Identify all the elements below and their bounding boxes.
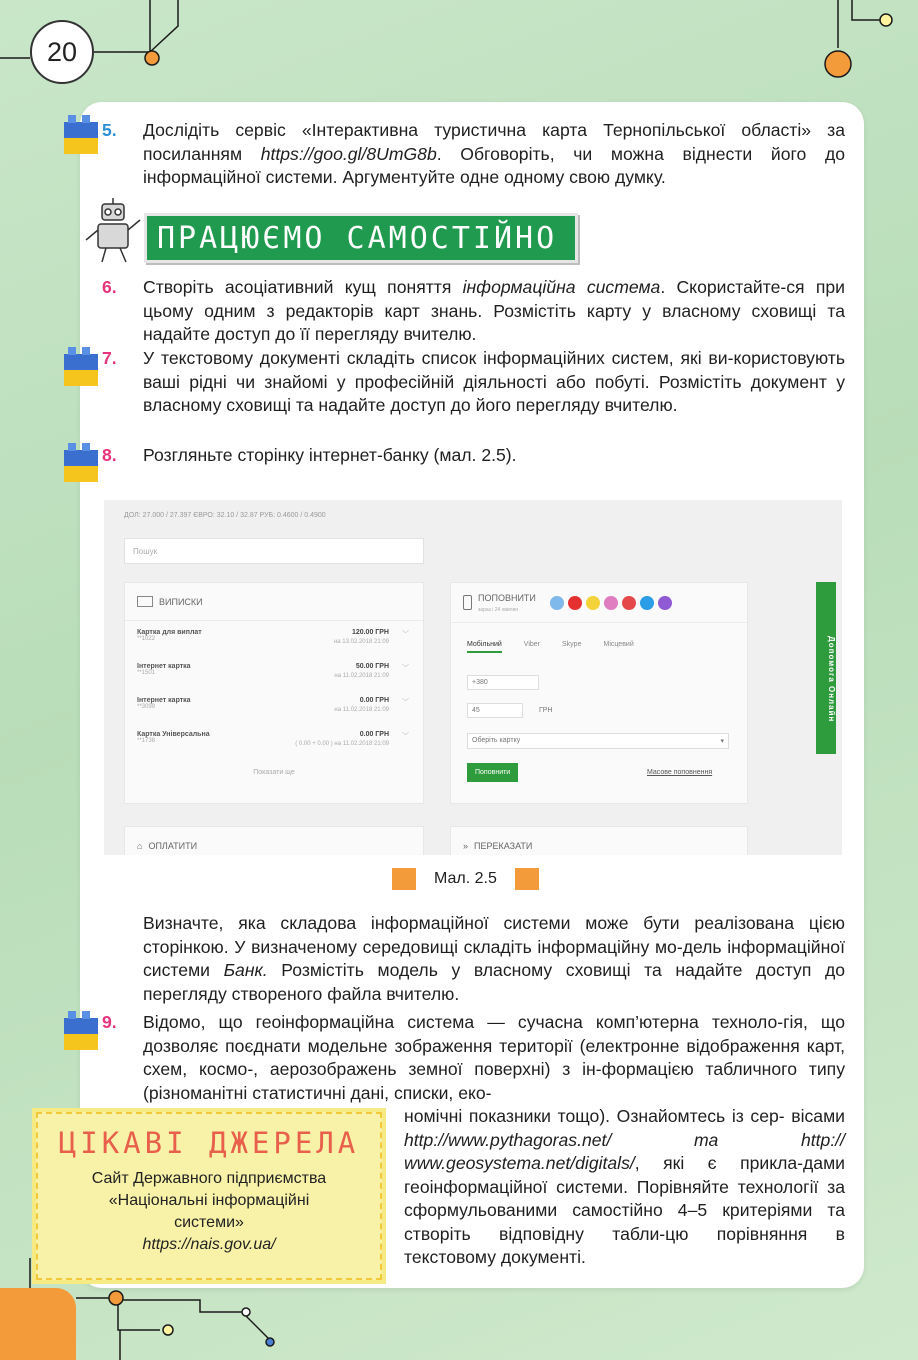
tab-skype[interactable]: Skype	[562, 641, 582, 648]
show-more-link[interactable]: Показати ще	[253, 769, 295, 776]
task-7-text: У текстовому документі складіть список інформаційних систем, які ви-користовують ваші рідні чи знайомі у професійній діяльності або побуті. Розмістіть документ у власному сховищі та надайте доступ до його перегляду вчителю.	[143, 348, 845, 415]
task-9-text: Відомо, що геоінформаційна система — сучасна комп’ютерна техноло-гія, що дозволяє поєднати модельне зображення території (електронне відображення карт, схем, космо-, аерозображень земної поверхні) з ін-формацією табличного типу (різноманітні статистичні дані, списки, еко-	[143, 1012, 845, 1103]
task-number: 7.	[102, 348, 117, 368]
section-banner: ПРАЦЮЄМО САМОСТІЙНО	[144, 213, 578, 263]
statement-row[interactable]: Картка для виплат **1022 120.00 ГРН на 13.02.2018 21:09 ﹀	[137, 629, 409, 645]
caption-marker	[392, 868, 416, 890]
topup-tabs	[467, 641, 634, 653]
task-9-continuation: номічні показники тощо). Ознайомтесь із сер- вісами http://www.pythagoras.net/ та http:// www.geosystema.net/digitals/, які є прикла-дами геоінформаційної системи. Порівняйте технології за сформульованими самостійно 4–5 критеріями та створіть відповідну табли-цю порівняння в текстовому документі.	[404, 1106, 845, 1267]
currency-label: ГРН	[539, 707, 553, 714]
topup-panel: ПОПОВНИТИ зараз і 24 хвилин Мобільний Viber Skype Місцевий +380 45 ГРН Оберіть картку ▾ Поповнити Масове поповнення	[450, 582, 748, 804]
task-8-text: Розгляньте сторінку інтернет-банку (мал. 2.5).	[143, 445, 517, 465]
tab-viber[interactable]: Viber	[523, 641, 541, 648]
topup-title: ПОПОВНИТИ	[478, 592, 536, 603]
bank-screenshot-figure	[104, 500, 842, 855]
sources-title: ЦІКАВІ ДЖЕРЕЛА	[58, 1126, 360, 1160]
robot-icon	[84, 196, 144, 266]
phone-icon	[463, 595, 472, 610]
statement-row[interactable]: Інтернет картка **3099 0.00 ГРН на 11.02.2018 21:09 ﹀	[137, 697, 409, 713]
task-5-link[interactable]: https://goo.gl/8UmG8b	[260, 143, 437, 164]
card-select[interactable]: Оберіть картку ▾	[467, 733, 729, 749]
task-6-text: Створіть асоціативний кущ поняття інформаційна система. Скористайте-ся при цьому одним з редакторів карт знань. Розмістіть карту у власному сховищі та надайте доступ до її перегляду вчителю.	[143, 277, 845, 344]
sources-text: Сайт Державного підприємства «Національні інформаційні системи» https://nais.gov.ua/	[38, 1168, 380, 1256]
statements-panel	[124, 582, 424, 804]
amount-input[interactable]: 45	[467, 703, 523, 718]
lego-brick-icon	[62, 344, 102, 388]
caption-text: Мал. 2.5	[434, 870, 497, 887]
caption-marker	[515, 868, 539, 890]
lego-brick-icon	[62, 440, 102, 484]
statement-row[interactable]: Інтернет картка **1501 50.00 ГРН на 11.02.2018 21:09 ﹀	[137, 663, 409, 679]
tab-mobile[interactable]: Мобільний	[467, 641, 502, 653]
transfer-panel	[450, 826, 748, 855]
help-online-tab[interactable]: Допомога Онлайн	[816, 582, 836, 754]
arrows-icon: »	[463, 840, 469, 851]
interesting-sources-box	[36, 1112, 382, 1280]
chevron-down-icon: ▾	[720, 738, 724, 745]
phone-input[interactable]: +380	[467, 675, 539, 690]
corner-decoration	[0, 1288, 76, 1360]
lego-brick-icon	[62, 1008, 102, 1052]
transfer-title[interactable]: ПЕРЕКАЗАТИ	[474, 840, 533, 851]
statements-title: ВИПИСКИ	[159, 596, 203, 607]
task-number: 6.	[102, 277, 117, 297]
figure-caption	[392, 868, 539, 890]
card-icon	[137, 596, 153, 607]
pay-panel	[124, 826, 424, 855]
task-number: 8.	[102, 445, 117, 465]
exchange-rates: ДОЛ: 27.000 / 27.397 ЄВРО: 32.10 / 32.87 РУБ: 0.4600 / 0.4900	[124, 512, 326, 519]
task-number: 5.	[102, 120, 117, 140]
page-number: 20	[30, 20, 94, 84]
pay-title[interactable]: ОПЛАТИТИ	[148, 840, 198, 851]
task-8-continuation: Визначте, яка складова інформаційної системи може бути реалізована цією сторінкою. У визначеному середовищі складіть інформаційну мо-дель інформаційної системи Банк. Розмістіть модель у власному сховищі та надайте доступ до перегляду створеного файла вчителю.	[143, 913, 845, 1004]
statement-row[interactable]: Картка Універсальна **1738 0.00 ГРН ( 0.00 + 0.00 ) на 11.02.2018 21:09 ﹀	[137, 731, 409, 747]
house-icon: ⌂	[137, 840, 143, 851]
task-5-text: Дослідіть сервіс «Інтерактивна туристична карта Тернопільської області» за посиланням https://goo.gl/8UmG8b. Обговоріть, чи можна віднести його до інформаційної системи. Аргументуйте одне одному свою думку.	[143, 120, 845, 187]
task-number: 9.	[102, 1012, 117, 1032]
task-9-links[interactable]: http://www.pythagoras.net/ та http:// www.geosystema.net/digitals/	[404, 1129, 845, 1173]
lego-brick-icon	[62, 112, 102, 156]
topup-button[interactable]: Поповнити	[467, 763, 518, 782]
operator-logos	[550, 596, 672, 610]
search-input[interactable]: Пошук	[124, 538, 424, 564]
tab-local[interactable]: Місцевий	[603, 641, 634, 648]
sources-link[interactable]: https://nais.gov.ua/	[142, 1236, 276, 1253]
mass-topup-link[interactable]: Масове поповнення	[647, 769, 713, 776]
